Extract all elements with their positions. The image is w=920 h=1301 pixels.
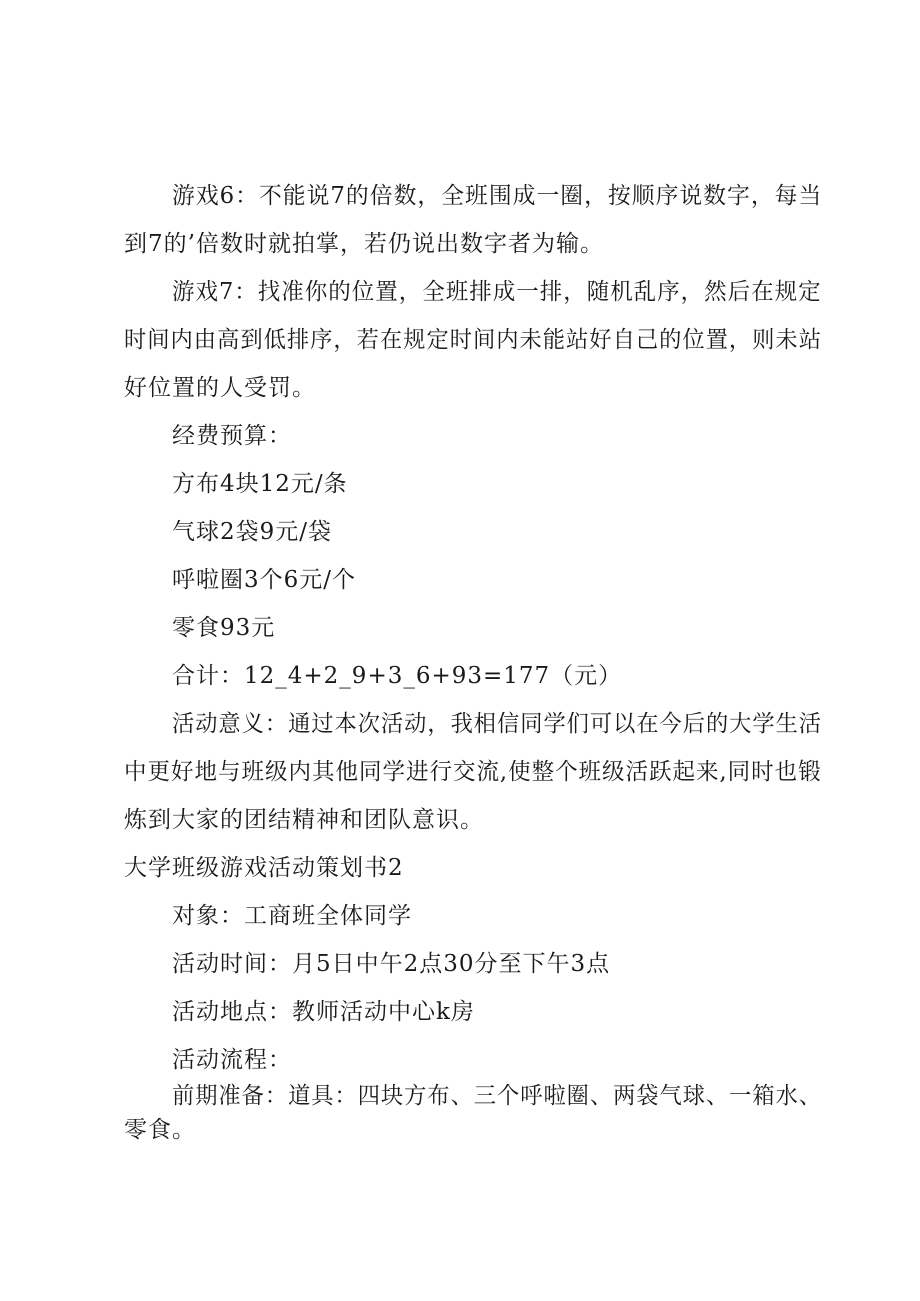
paragraph-line: 活动时间：月5日中午2点30分至下午3点	[172, 951, 611, 977]
paragraph-line: 活动意义：通过本次活动，我相信同学们可以在今后的大学生活	[172, 711, 823, 737]
paragraph-line: 时间内由高到低排序，若在规定时间内未能站好自己的位置，则未站	[124, 327, 822, 353]
paragraph-line: 前期准备：道具：四块方布、三个呼啦圈、两袋气球、一箱水、	[172, 1083, 823, 1109]
paragraph-line: 方布4块12元/条	[172, 471, 348, 497]
paragraph-line: 对象：工商班全体同学	[172, 903, 412, 929]
paragraph-line: 活动地点：教师活动中心k房	[172, 999, 475, 1025]
paragraph-line: 零食。	[124, 1117, 196, 1143]
paragraph-line: 好位置的人受罚。	[124, 375, 316, 401]
paragraph-line: 炼到大家的团结精神和团队意识。	[124, 807, 484, 833]
paragraph-line: 合计：12_4+2_9+3_6+93=177（元）	[172, 663, 623, 689]
paragraph-line: 零食93元	[172, 615, 276, 641]
paragraph-line: 经费预算：	[172, 423, 292, 449]
section-heading: 大学班级游戏活动策划书2	[124, 855, 404, 881]
paragraph-line: 气球2袋9元/袋	[172, 519, 333, 545]
paragraph-line: 活动流程：	[172, 1047, 292, 1073]
paragraph-line: 到7的’倍数时就拍掌，若仍说出数字者为输。	[124, 231, 604, 257]
paragraph-line: 中更好地与班级内其他同学进行交流,使整个班级活跃起来,同时也锻	[124, 759, 822, 785]
paragraph-line: 游戏7：找准你的位置，全班排成一排，随机乱序，然后在规定	[172, 279, 822, 305]
paragraph-line: 呼啦圈3个6元/个	[172, 567, 357, 593]
paragraph-line: 游戏6：不能说7的倍数，全班围成一圈，按顺序说数字，每当	[172, 183, 823, 209]
